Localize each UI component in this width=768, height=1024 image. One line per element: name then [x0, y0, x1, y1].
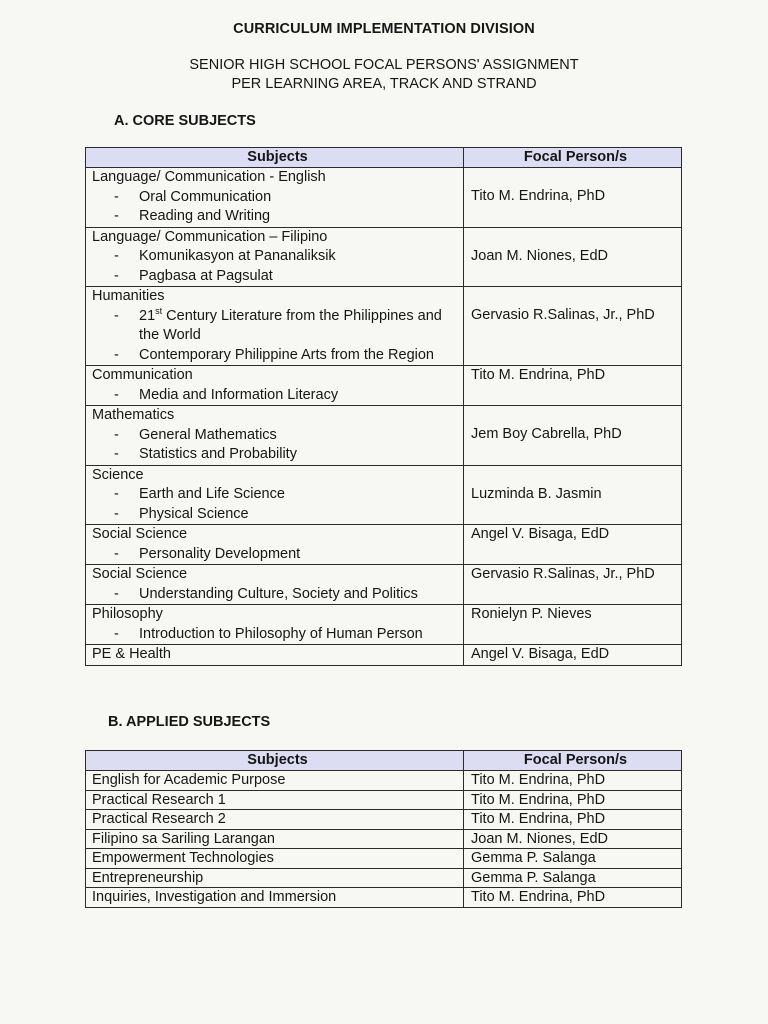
- table-row: [86, 366, 682, 406]
- subject-item: - Pagbasa at Pagsulat: [114, 267, 273, 284]
- subject-cell: [86, 605, 464, 645]
- subject-cell: [86, 645, 464, 666]
- focal-persons-column-header: Focal Person/s: [464, 751, 682, 771]
- subject-item: - Media and Information Literacy: [114, 386, 339, 403]
- subject-cell: [86, 465, 464, 525]
- focal-person: Angel V. Bisaga, EdD: [464, 645, 682, 666]
- subject-item: - Statistics and Probability: [114, 446, 297, 462]
- subject-item: - Personality Development: [114, 545, 301, 562]
- subject-cell: [86, 565, 464, 605]
- table-row: [86, 810, 682, 830]
- assignment-subtitle-line-2: PER LEARNING AREA, TRACK AND STRAND: [231, 76, 537, 92]
- table-row: [86, 227, 682, 287]
- learning-area: Science: [92, 466, 144, 483]
- subject-item: - Reading and Writing: [114, 208, 271, 224]
- focal-person: Tito M. Endrina, PhD: [464, 810, 682, 830]
- table-row: [86, 406, 682, 466]
- focal-person: Gemma P. Salanga: [464, 868, 682, 888]
- table-row: [86, 868, 682, 888]
- subject-cell: [86, 406, 464, 466]
- applied-subjects-table: [85, 750, 682, 908]
- table-row: [86, 525, 682, 565]
- learning-area: Humanities: [92, 288, 165, 304]
- learning-area: Language/ Communication - English: [92, 169, 326, 185]
- table-row: [86, 168, 682, 228]
- subject-item: - Introduction to Philosophy of Human Person: [114, 625, 423, 642]
- focal-person: Gervasio R.Salinas, Jr., PhD: [464, 287, 682, 366]
- learning-area: Social Science: [92, 566, 188, 582]
- core-subjects-table: [85, 147, 682, 666]
- learning-area: Communication: [92, 367, 193, 383]
- subject-cell: Filipino sa Sariling Larangan: [86, 829, 464, 849]
- subject-cell: [86, 287, 464, 366]
- applied-subjects-heading: B. APPLIED SUBJECTS: [108, 714, 271, 730]
- subject-item: - Earth and Life Science: [114, 486, 285, 502]
- learning-area: PE & Health: [92, 646, 171, 662]
- table-row: [86, 888, 682, 908]
- focal-person: Angel V. Bisaga, EdD: [464, 525, 682, 565]
- subject-item: - Physical Science: [114, 505, 249, 522]
- subject-cell: Entrepreneurship: [86, 868, 464, 888]
- table-row: [86, 849, 682, 869]
- table-row: [86, 829, 682, 849]
- table-row: [86, 790, 682, 810]
- core-table-header-row: [86, 148, 682, 168]
- assignment-subtitle-line-1: SENIOR HIGH SCHOOL FOCAL PERSONS' ASSIGNMENT: [189, 57, 579, 73]
- subject-cell: Inquiries, Investigation and Immersion: [86, 888, 464, 908]
- subject-cell: Practical Research 2: [86, 810, 464, 830]
- subject-cell: [86, 525, 464, 565]
- focal-person: Tito M. Endrina, PhD: [464, 888, 682, 908]
- focal-person: Tito M. Endrina, PhD: [464, 790, 682, 810]
- subject-cell: [86, 366, 464, 406]
- subject-item: - General Mathematics: [114, 426, 277, 443]
- table-row: [86, 287, 682, 366]
- core-subjects-heading: A. CORE SUBJECTS: [114, 113, 256, 129]
- table-row: [86, 465, 682, 525]
- subject-item: - Understanding Culture, Society and Politics: [114, 585, 418, 602]
- table-row: [86, 645, 682, 666]
- subject-item: - Contemporary Philippine Arts from the Region: [114, 346, 434, 363]
- table-row: [86, 605, 682, 645]
- focal-person: Tito M. Endrina, PhD: [464, 366, 682, 406]
- focal-persons-column-header: Focal Person/s: [464, 148, 682, 168]
- subject-cell: Empowerment Technologies: [86, 849, 464, 869]
- ordinal-superscript: st: [155, 305, 163, 316]
- learning-area: Philosophy: [92, 606, 163, 622]
- focal-person: Luzminda B. Jasmin: [464, 465, 682, 525]
- focal-person: Tito M. Endrina, PhD: [464, 771, 682, 791]
- subject-item-21st-century: 21st Century Literature from the Philippines and the World: [139, 305, 442, 343]
- learning-area: Social Science: [92, 526, 188, 542]
- subject-item: - Komunikasyon at Pananaliksik: [114, 248, 336, 264]
- learning-area: Language/ Communication – Filipino: [92, 228, 328, 245]
- table-row: [86, 771, 682, 791]
- subjects-column-header: Subjects: [86, 751, 464, 771]
- subject-item: - Oral Communication: [114, 188, 272, 205]
- focal-person: Jem Boy Cabrella, PhD: [464, 406, 682, 466]
- subjects-column-header: Subjects: [86, 148, 464, 168]
- subject-item: - 21st Century Literature from the Philippines and the World: [92, 307, 463, 346]
- focal-person: Joan M. Niones, EdD: [464, 227, 682, 287]
- subject-cell: English for Academic Purpose: [86, 771, 464, 791]
- division-title: CURRICULUM IMPLEMENTATION DIVISION: [233, 21, 535, 37]
- table-row: [86, 565, 682, 605]
- applied-table-header-row: [86, 751, 682, 771]
- subject-cell: [86, 227, 464, 287]
- subject-cell: [86, 168, 464, 228]
- focal-person: Tito M. Endrina, PhD: [464, 168, 682, 228]
- subject-cell: Practical Research 1: [86, 790, 464, 810]
- focal-person: Joan M. Niones, EdD: [464, 829, 682, 849]
- focal-person: Gemma P. Salanga: [464, 849, 682, 869]
- focal-person: Ronielyn P. Nieves: [464, 605, 682, 645]
- focal-person: Gervasio R.Salinas, Jr., PhD: [464, 565, 682, 605]
- learning-area: Mathematics: [92, 407, 175, 423]
